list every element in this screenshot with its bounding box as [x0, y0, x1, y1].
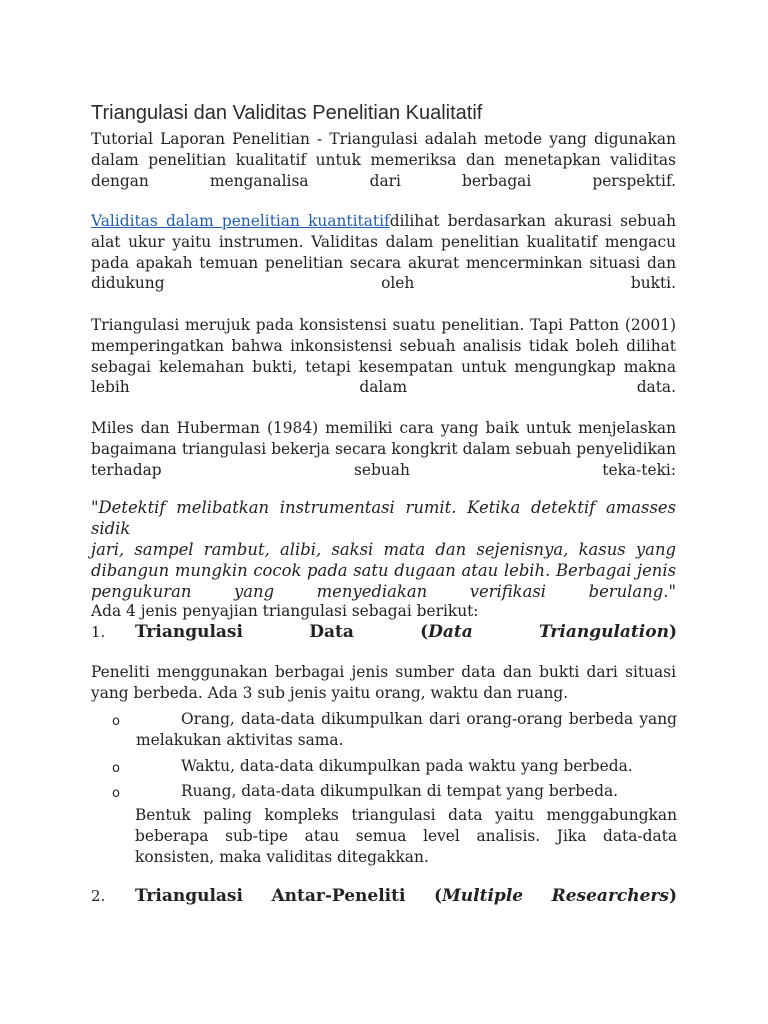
item-number: 2.: [91, 887, 106, 905]
heading-italic: Multiple: [441, 886, 524, 906]
heading-word: Data: [309, 622, 354, 642]
list-intro-text: Ada 4 jenis penyajian triangulasi sebagai berikut:: [91, 602, 479, 620]
heading-word: [434, 886, 523, 906]
validity-link[interactable]: Validitas dalam penelitian kuantitatif: [91, 212, 390, 230]
heading-word: Triangulasi: [135, 622, 243, 642]
heading-word: [420, 622, 473, 642]
item-heading: [135, 622, 677, 642]
patton-line: sebagai kelemahan bukti, tetapi kesempatan untuk mengungkap makna: [91, 357, 676, 376]
intro-line: Tutorial Laporan Penelitian - Triangulasi adalah metode yang digunakan: [91, 130, 676, 148]
intro-paragraph: [91, 129, 676, 191]
validity-line: pada apakah temuan penelitian secara akurat mencerminkan situasi dan: [91, 253, 676, 272]
bullet-mark: o: [112, 714, 120, 729]
detective-quote: [91, 497, 676, 602]
list-item-data-triangulation: [91, 622, 677, 642]
item-number: 1.: [91, 623, 106, 641]
bullet-item: [112, 709, 677, 751]
bullet-text: Ruang, data-data dikumpulkan di tempat yang berbeda.: [181, 782, 619, 800]
validity-line: alat ukur yaitu instrumen. Validitas dalam penelitian kualitatif mengacu: [91, 232, 676, 251]
bullet-mark: o: [112, 761, 120, 776]
validity-line-rest: dilihat berdasarkan akurasi sebuah: [389, 212, 676, 230]
paren-close: ): [668, 886, 677, 906]
quote-line: dibangun mungkin cocok pada satu dugaan atau lebih. Berbagai jenis: [91, 561, 676, 580]
paren-close: ): [668, 622, 677, 642]
miles-line: terhadap sebuah teka-teki:: [91, 460, 676, 479]
quote-line: "Detektif melibatkan instrumentasi rumit. Ketika detektif amasses sidik: [91, 498, 676, 538]
heading-italic: Researchers: [551, 886, 669, 906]
quote-line: pengukuran yang menyediakan verifikasi berulang.": [91, 582, 676, 601]
bullet-item: [112, 756, 677, 779]
list-intro: [91, 601, 676, 622]
miles-line: Miles dan Huberman (1984) memiliki cara yang baik untuk menjelaskan: [91, 419, 676, 437]
item1-description: [91, 662, 676, 704]
intro-line: dengan menganalisa dari berbagai perspektif.: [91, 171, 676, 190]
data-triangulation-note: Bentuk paling kompleks triangulasi data yaitu menggabungkan beberapa sub-tipe atau semua level analisis. Jika data-data konsisten, maka validitas ditegakkan.: [135, 806, 677, 866]
item-heading: [135, 886, 677, 906]
quote-line: jari, sampel rambut, alibi, saksi mata dan sejenisnya, kasus yang: [91, 540, 676, 559]
paren-open: (: [433, 886, 442, 906]
item1-desc-line: yang berbeda. Ada 3 sub jenis yaitu orang, waktu dan ruang.: [91, 683, 569, 702]
list-item-multiple-researchers: [91, 886, 677, 906]
item1-desc-line: Peneliti menggunakan berbagai jenis sumber data dan bukti dari situasi: [91, 663, 676, 681]
patton-line: lebih dalam data.: [91, 378, 676, 397]
bullet-mark: o: [112, 786, 120, 801]
validity-line: [91, 211, 676, 232]
page-title: Triangulasi dan Validitas Penelitian Kualitatif: [91, 102, 483, 124]
bullet-text: Orang, data-data dikumpulkan dari orang-orang berbeda yang melakukan aktivitas sama.: [136, 710, 677, 749]
bullet-text: Waktu, data-data dikumpulkan pada waktu yang berbeda.: [181, 757, 633, 775]
heading-word: [539, 622, 677, 642]
heading-italic: Triangulation: [539, 622, 669, 642]
paren-open: (: [420, 622, 429, 642]
heading-word: Triangulasi: [135, 886, 243, 906]
heading-word: Antar-Peneliti: [271, 886, 406, 906]
miles-line: bagaimana triangulasi bekerja secara kongkrit dalam sebuah penyelidikan: [91, 439, 676, 458]
miles-paragraph: [91, 418, 676, 480]
heading-italic: Data: [428, 622, 473, 642]
patton-paragraph: [91, 315, 676, 398]
patton-line: Triangulasi merujuk pada konsistensi suatu penelitian. Tapi Patton (2001): [91, 316, 676, 334]
bullet-item: [112, 781, 677, 804]
intro-line: dalam penelitian kualitatif untuk memeriksa dan menetapkan validitas: [91, 150, 676, 169]
heading-word: [552, 886, 677, 906]
validity-paragraph: [91, 211, 676, 294]
validity-line: didukung oleh bukti.: [91, 274, 676, 293]
patton-line: memperingatkan bahwa inkonsistensi sebuah analisis tidak boleh dilihat: [91, 336, 676, 355]
